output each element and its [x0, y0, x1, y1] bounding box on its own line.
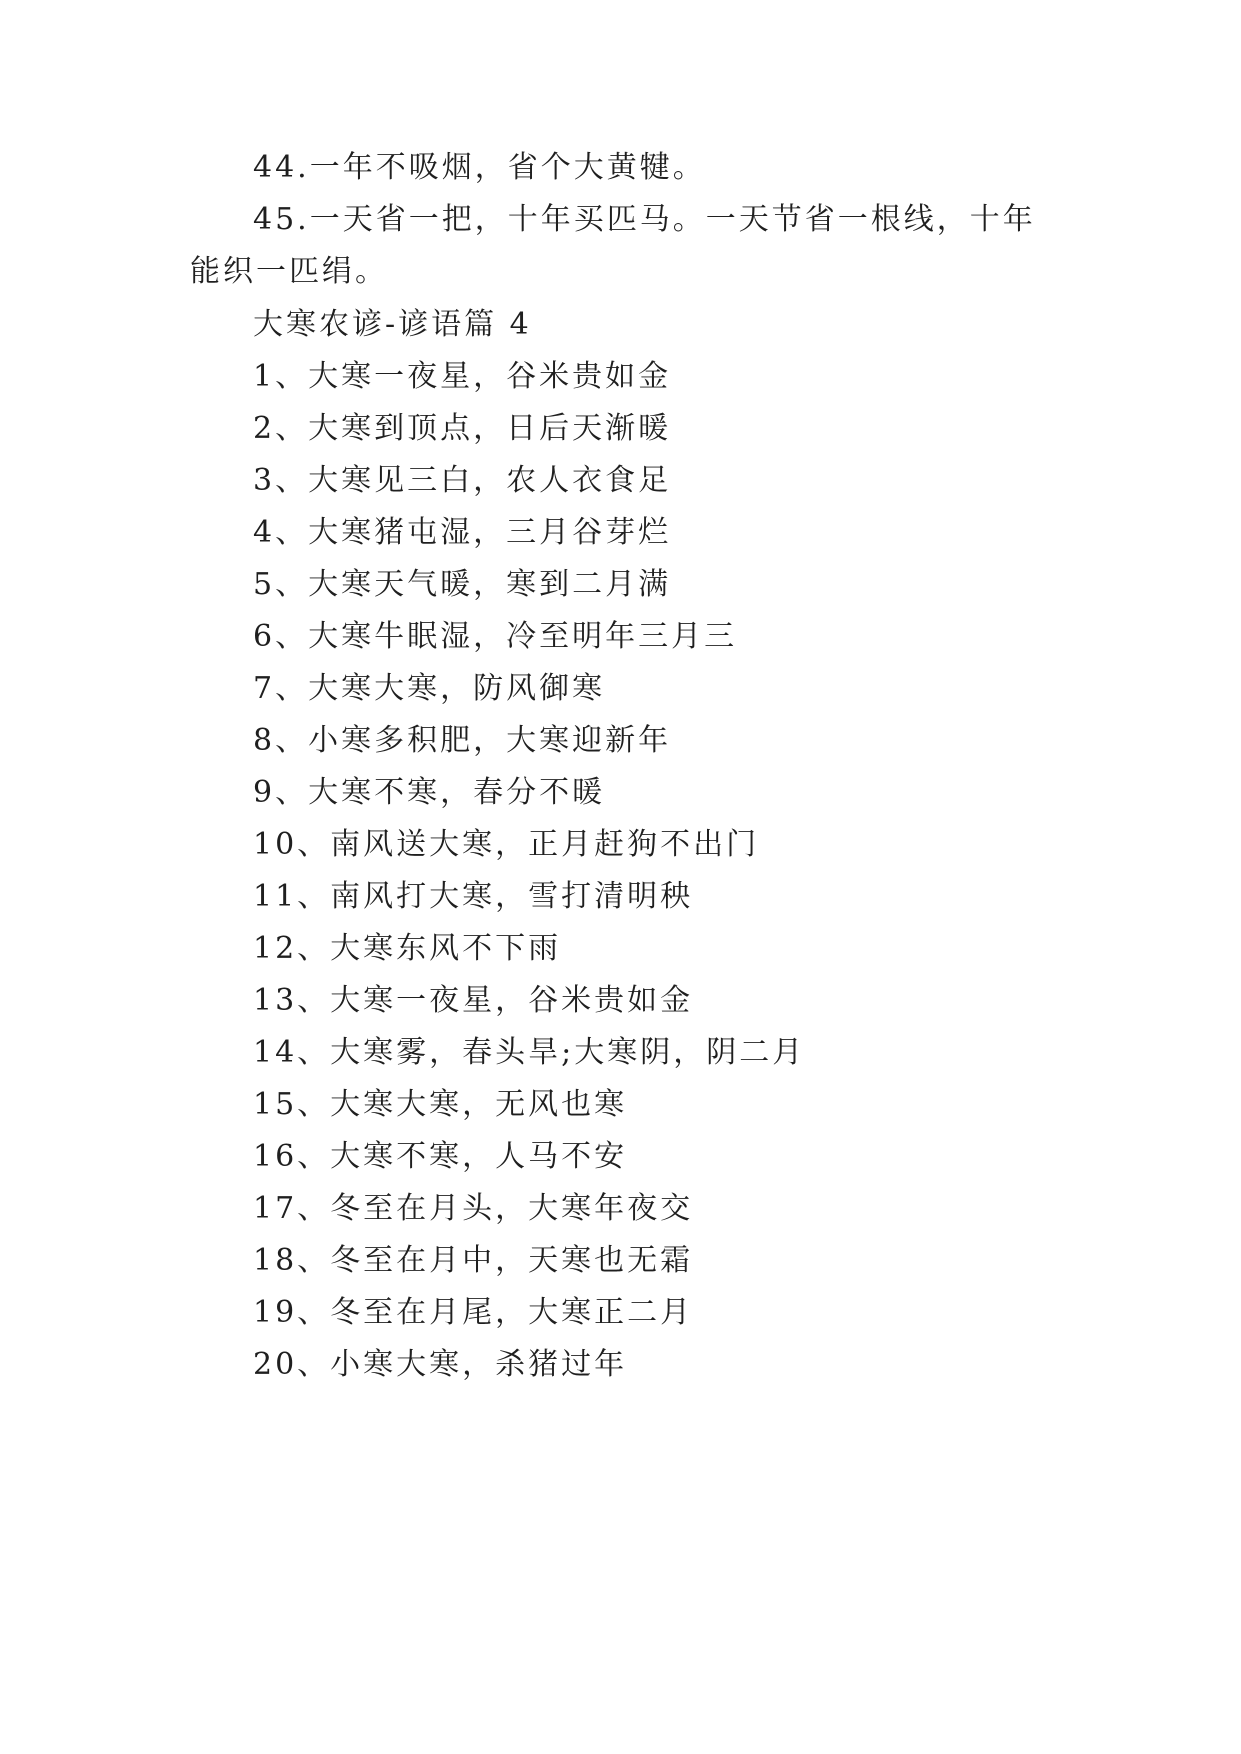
list-item: 15、大寒大寒，无风也寒 [253, 1087, 628, 1122]
list-item: 6、大寒牛眠湿，冷至明年三月三 [253, 619, 738, 654]
list-item: 1、大寒一夜星，谷米贵如金 [253, 359, 672, 394]
list-item: 11、南风打大寒，雪打清明秧 [253, 879, 694, 914]
list-item: 2、大寒到顶点，日后天渐暖 [253, 411, 672, 446]
list-item: 19、冬至在月尾，大寒正二月 [253, 1295, 694, 1330]
list-item: 17、冬至在月头，大寒年夜交 [253, 1191, 694, 1226]
paragraph-44: 44.一年不吸烟，省个大黄犍。 [253, 150, 706, 185]
list-item: 4、大寒猪屯湿，三月谷芽烂 [253, 515, 672, 550]
list-item: 13、大寒一夜星，谷米贵如金 [253, 983, 694, 1018]
list-item: 8、小寒多积肥，大寒迎新年 [253, 723, 672, 758]
paragraph-45: 45.一天省一把，十年买匹马。一天节省一根线，十年 [253, 202, 1036, 237]
list-item: 9、大寒不寒，春分不暖 [253, 775, 606, 810]
list-item: 16、大寒不寒，人马不安 [253, 1139, 628, 1174]
list-item: 10、南风送大寒，正月赶狗不出门 [253, 827, 760, 862]
section-heading: 大寒农谚-谚语篇 4 [253, 307, 532, 342]
list-item: 12、大寒东风不下雨 [253, 931, 562, 966]
list-item: 7、大寒大寒，防风御寒 [253, 671, 606, 706]
list-item: 3、大寒见三白，农人衣食足 [253, 463, 672, 498]
list-item: 18、冬至在月中，天寒也无霜 [253, 1243, 694, 1278]
list-item: 20、小寒大寒，杀猪过年 [253, 1347, 628, 1382]
list-item: 5、大寒天气暖，寒到二月满 [253, 567, 672, 602]
list-item: 14、大寒雾，春头旱;大寒阴，阴二月 [253, 1035, 806, 1070]
paragraph-45-continued: 能织一匹绢。 [190, 254, 388, 289]
